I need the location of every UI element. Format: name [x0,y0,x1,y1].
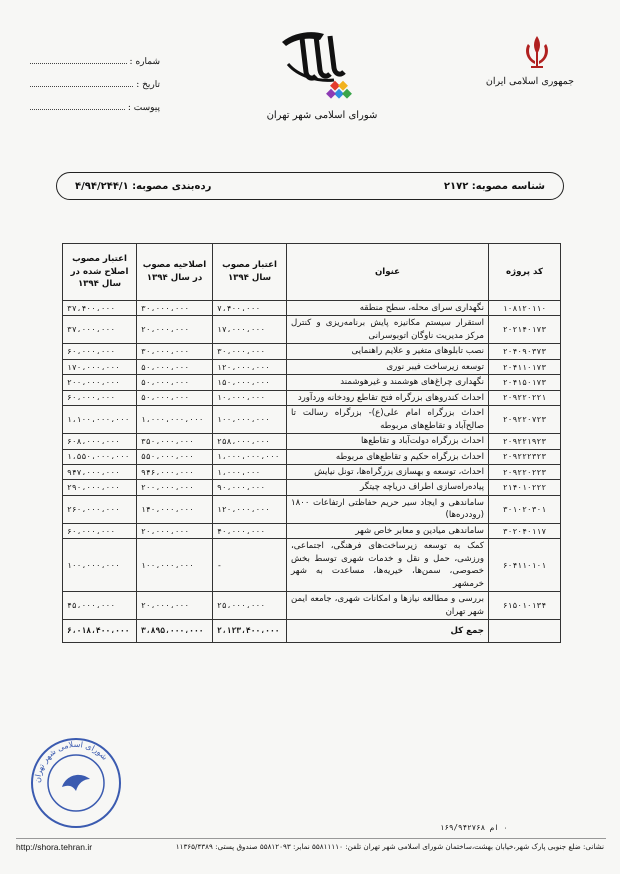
approved-amount-cell: ۱،۰۰۰،۰۰۰ [213,464,287,479]
approved-amount-cell: ۱۰۰،۰۰۰،۰۰۰ [213,406,287,434]
table-row [63,434,561,449]
amendment-amount-cell: ۱،۰۰۰،۰۰۰،۰۰۰ [137,406,213,434]
approved-amount-cell: ۲۵،۰۰۰،۰۰۰ [213,592,287,620]
project-title-cell: نگهداری سرای محله، سطح منطقه [287,301,489,316]
amendment-amount-cell: ۵۵۰،۰۰۰،۰۰۰ [137,449,213,464]
revised-amount-cell: ۶۰،۰۰۰،۰۰۰ [63,390,137,405]
date-dotted-line [30,86,133,87]
revised-amount-cell: ۶۰،۰۰۰،۰۰۰ [63,344,137,359]
revised-amount-cell: ۲۹۰،۰۰۰،۰۰۰ [63,480,137,495]
number-dotted-line [30,63,127,64]
attachment-label: پیوست : [127,103,160,113]
approved-amount-cell: - [213,539,287,592]
project-title-cell: ساماندهی و ایجاد سیر حریم حفاظتی ارتفاعات ۱۸۰۰ (روددره‌ها) [287,495,489,523]
council-name: شورای اسلامی شهر تهران [266,110,378,121]
revised-amount-cell: ۱۷۰،۰۰۰،۰۰۰ [63,359,137,374]
project-code-cell: ۲۰۲۱۴۰۱۷۳ [489,316,561,344]
amendment-amount-cell: ۵۰،۰۰۰،۰۰۰ [137,375,213,390]
budget-table [62,243,561,643]
project-code-cell: ۲۰۹۲۲۰۲۲۳ [489,464,561,479]
footer-website-link[interactable]: http://shora.tehran.ir [16,842,93,852]
project-code-cell: ۲۰۹۲۲۰۲۲۱ [489,390,561,405]
seal-icon [28,735,124,831]
project-title-cell: کمک به توسعه زیرساخت‌های فرهنگی، اجتماعی، ورزشی، حمل و نقل و خدمات شهری توسط بخش خصوصی، سمن‌ها، خیریه‌ها، مساعدت به شهر خرمشهر [287,539,489,592]
amendment-amount-cell: ۳۰،۰۰۰،۰۰۰ [137,344,213,359]
project-title-cell: احداث بزرگراه دولت‌آباد و تقاطع‌ها [287,434,489,449]
revised-amount-cell: ۳۷،۰۰۰،۰۰۰ [63,316,137,344]
project-code-cell: ۳۰۲۰۴۰۱۱۷ [489,523,561,538]
amendment-amount-cell: ۱۴۰،۰۰۰،۰۰۰ [137,495,213,523]
council-logo-icon [272,28,372,104]
table-row [63,464,561,479]
project-code-cell: ۲۰۹۲۲۱۹۲۳ [489,434,561,449]
revised-amount-cell: ۹۴۷،۰۰۰،۰۰۰ [63,464,137,479]
header-revised: اعتبار مصوب اصلاح شده در سال ۱۳۹۴ [63,244,137,301]
header-approved: اعتبار مصوب سال ۱۳۹۴ [213,244,287,301]
total-row [63,619,561,642]
table-row [63,359,561,374]
resolution-info-box [56,172,564,200]
footer-divider [16,838,606,839]
amendment-amount-cell: ۱۰۰،۰۰۰،۰۰۰ [137,539,213,592]
total-code-cell [489,619,561,642]
council-logo [262,28,382,121]
approved-amount-cell: ۱۵۰،۰۰۰،۰۰۰ [213,375,287,390]
table-row [63,375,561,390]
revised-amount-cell: ۴۵،۰۰۰،۰۰۰ [63,592,137,620]
revised-amount-cell: ۶۰۸،۰۰۰،۰۰۰ [63,434,137,449]
approved-amount-cell: ۴۰،۰۰۰،۰۰۰ [213,523,287,538]
project-title-cell: پیاده‌راه‌سازی اطراف دریاچه چیتگر [287,480,489,495]
project-title-cell: ساماندهی میادین و معابر خاص شهر [287,523,489,538]
document-reference: ۰ ام ۱۶۹/۹۴۲۷۶۸ [440,823,508,832]
project-title-cell: توسعه زیرساخت فیبر نوری [287,359,489,374]
approved-amount-cell: ۱۷،۰۰۰،۰۰۰ [213,316,287,344]
revised-amount-cell: ۲۰۰،۰۰۰،۰۰۰ [63,375,137,390]
revised-amount-cell: ۶۰،۰۰۰،۰۰۰ [63,523,137,538]
amendment-amount-cell: ۹۴۶،۰۰۰،۰۰۰ [137,464,213,479]
total-approved: ۲،۱۲۳،۴۰۰،۰۰۰ [213,619,287,642]
emblem-caption: جمهوری اسلامی ایران [485,76,574,87]
approved-amount-cell: ۹۰،۰۰۰،۰۰۰ [213,480,287,495]
project-title-cell: احداث بزرگراه حکیم و تقاطع‌های مربوطه [287,449,489,464]
header-project-code: کد پروژه [489,244,561,301]
table-row [63,301,561,316]
table-row [63,480,561,495]
approved-amount-cell: ۷،۴۰۰،۰۰۰ [213,301,287,316]
resolution-classification: رده‌بندی مصوبه: ۴/۹۴/۲۴۴/۱ [75,180,212,192]
table-row [63,406,561,434]
amendment-amount-cell: ۲۰،۰۰۰،۰۰۰ [137,316,213,344]
approved-amount-cell: ۱۲۰،۰۰۰،۰۰۰ [213,495,287,523]
project-code-cell: ۳۰۱۰۲۰۳۰۱ [489,495,561,523]
table-row [63,449,561,464]
budget-table-wrapper [62,243,560,643]
table-row [63,316,561,344]
project-code-cell: ۶۰۴۱۱۰۱۰۱ [489,539,561,592]
project-code-cell: ۶۱۵۰۱۰۱۳۴ [489,592,561,620]
table-row [63,592,561,620]
revised-amount-cell: ۱،۱۰۰،۰۰۰،۰۰۰ [63,406,137,434]
resolution-id: شناسه مصوبه: ۲۱۷۲ [443,180,545,192]
project-code-cell: ۱۰۸۱۲۰۱۱۰ [489,301,561,316]
amendment-amount-cell: ۲۰۰،۰۰۰،۰۰۰ [137,480,213,495]
approved-amount-cell: ۱،۰۰۰،۰۰۰،۰۰۰ [213,449,287,464]
approved-amount-cell: ۱۰،۰۰۰،۰۰۰ [213,390,287,405]
project-code-cell: ۲۰۴۰۹۰۳۷۳ [489,344,561,359]
number-field [30,44,160,67]
attachment-dotted-line [30,109,125,110]
revised-amount-cell: ۳۷،۴۰۰،۰۰۰ [63,301,137,316]
total-label: جمع کل [287,619,489,642]
project-code-cell: ۲۰۹۲۲۰۷۲۳ [489,406,561,434]
amendment-amount-cell: ۵۰،۰۰۰،۰۰۰ [137,390,213,405]
approved-amount-cell: ۱۲۰،۰۰۰،۰۰۰ [213,359,287,374]
letter-meta-fields [30,44,160,113]
project-title-cell: احداث، توسعه و بهسازی بزرگراه‌ها، تونل نیایش [287,464,489,479]
approved-amount-cell: ۳۰،۰۰۰،۰۰۰ [213,344,287,359]
attachment-field [30,90,160,113]
project-code-cell: ۲۰۴۱۵۰۱۷۳ [489,375,561,390]
amendment-amount-cell: ۵۰،۰۰۰،۰۰۰ [137,359,213,374]
date-label: تاریخ : [136,80,160,90]
project-title-cell: احداث بزرگراه امام علی(ع)- بزرگراه رسالت تا صالح‌آباد و تقاطع‌های مربوطه [287,406,489,434]
project-title-cell: استقرار سیستم مکانیزه پایش برنامه‌ریزی و کنترل مرکز مدیریت ناوگان اتوبوسرانی [287,316,489,344]
header-title: عنوان [287,244,489,301]
project-code-cell: ۲۰۹۲۲۲۳۲۳ [489,449,561,464]
iran-emblem [485,34,574,87]
approved-amount-cell: ۲۵۸،۰۰۰،۰۰۰ [213,434,287,449]
amendment-amount-cell: ۳۵۰،۰۰۰،۰۰۰ [137,434,213,449]
number-label: شماره : [129,57,160,67]
header-amendment: اصلاحیه مصوب در سال ۱۳۹۴ [137,244,213,301]
total-revised: ۶،۰۱۸،۴۰۰،۰۰۰ [63,619,137,642]
footer-address: نشانی: ضلع جنوبی پارک شهر،خیابان بهشت،ساختمان شورای اسلامی شهر تهران تلفن: ۵۵۸۱۱۱۱۰ نمابر: ۵۵۸۱۲۰۹۳ صندوق پستی: ۱۱۳۶۵/۴۳۸۹ [175,842,604,851]
project-title-cell: نگهداری چراغ‌های هوشمند و غیرهوشمند [287,375,489,390]
table-row [63,344,561,359]
table-header-row [63,244,561,301]
revised-amount-cell: ۲۶۰،۰۰۰،۰۰۰ [63,495,137,523]
date-field [30,67,160,90]
revised-amount-cell: ۱۰۰،۰۰۰،۰۰۰ [63,539,137,592]
project-title-cell: احداث کندروهای بزرگراه فتح تقاطع رودخانه وردآورد [287,390,489,405]
amendment-amount-cell: ۳۰،۰۰۰،۰۰۰ [137,301,213,316]
table-row [63,390,561,405]
council-seal-stamp [28,735,124,835]
emblem-icon [520,34,554,70]
project-title-cell: نصب تابلوهای متغیر و علایم راهنمایی [287,344,489,359]
table-row [63,495,561,523]
project-code-cell: ۲۱۴۰۱۰۲۲۲ [489,480,561,495]
seal-text: شورای اسلامی شهر تهران [32,739,110,784]
revised-amount-cell: ۱،۵۵۰،۰۰۰،۰۰۰ [63,449,137,464]
project-title-cell: بررسی و مطالعه نیازها و امکانات شهری، جامعه ایمن شهر تهران [287,592,489,620]
total-amendment: ۳،۸۹۵،۰۰۰،۰۰۰ [137,619,213,642]
table-row [63,523,561,538]
table-row [63,539,561,592]
amendment-amount-cell: ۲۰،۰۰۰،۰۰۰ [137,523,213,538]
amendment-amount-cell: ۲۰،۰۰۰،۰۰۰ [137,592,213,620]
project-code-cell: ۲۰۴۱۱۰۱۷۳ [489,359,561,374]
